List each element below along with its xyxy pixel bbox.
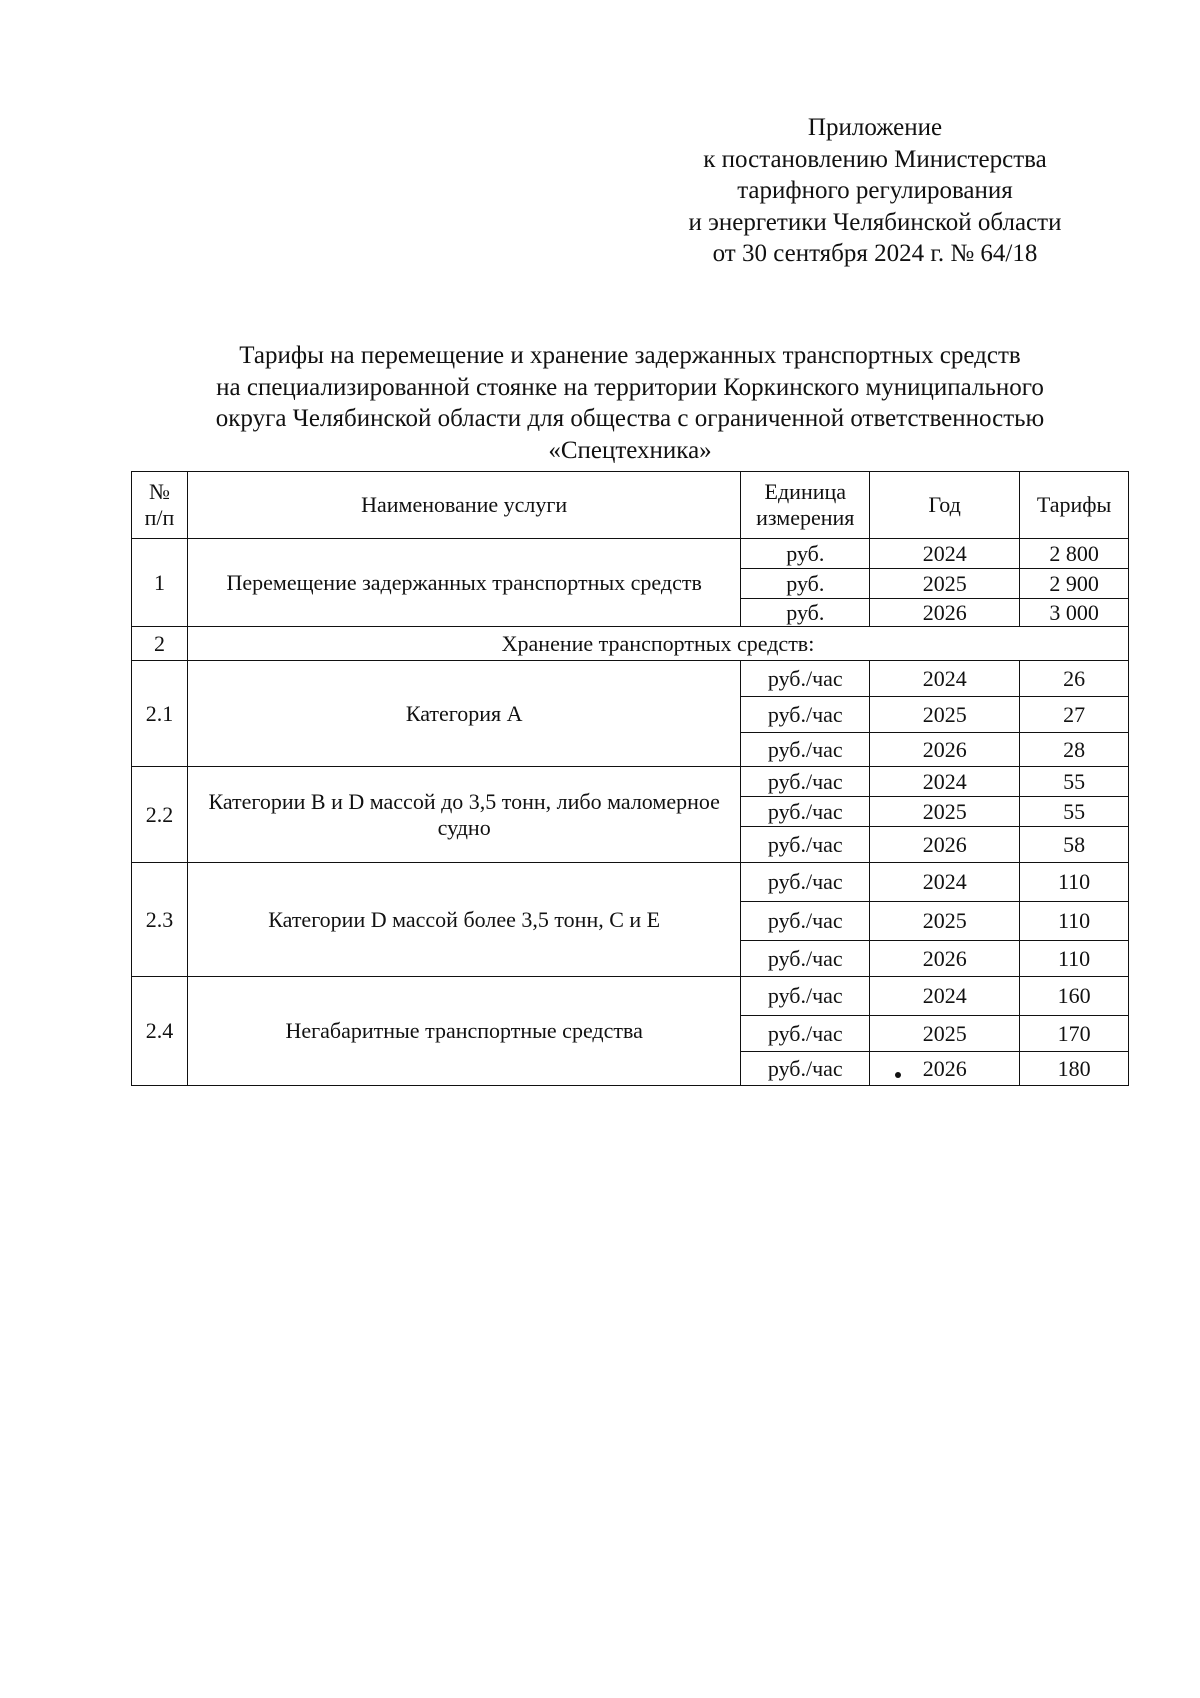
row-tariff: 27 bbox=[1020, 697, 1129, 733]
tariff-table bbox=[131, 471, 1129, 1086]
row-num: 2.4 bbox=[132, 977, 188, 1086]
table-row bbox=[132, 977, 1129, 1016]
row-num: 2 bbox=[132, 627, 188, 661]
row-service-name: Негабаритные транспортные средства bbox=[187, 977, 740, 1086]
row-year: 2026 bbox=[870, 733, 1020, 767]
row-service-name: Категории В и D массой до 3,5 тонн, либо маломерное судно bbox=[187, 767, 740, 863]
header-year: Год bbox=[870, 472, 1020, 539]
row-unit: руб./час bbox=[741, 863, 870, 902]
row-tariff: 180 bbox=[1020, 1052, 1129, 1086]
row-unit: руб./час bbox=[741, 1052, 870, 1086]
row-year: 2024 bbox=[870, 539, 1020, 569]
row-year: 2024 bbox=[870, 863, 1020, 902]
row-tariff: 110 bbox=[1020, 941, 1129, 977]
row-year: 2025 bbox=[870, 697, 1020, 733]
row-year: 2025 bbox=[870, 569, 1020, 599]
row-unit: руб./час bbox=[741, 1016, 870, 1052]
row-year: 2025 bbox=[870, 1016, 1020, 1052]
row-unit: руб. bbox=[741, 569, 870, 599]
header-unit-line1: Единица bbox=[764, 479, 847, 504]
row-unit: руб. bbox=[741, 539, 870, 569]
appendix-line: и энергетики Челябинской области bbox=[688, 208, 1062, 236]
row-year: 2026 bbox=[870, 599, 1020, 627]
title-line: «Спецтехника» bbox=[548, 436, 712, 464]
row-unit: руб./час bbox=[741, 733, 870, 767]
row-unit: руб./час bbox=[741, 767, 870, 797]
header-unit bbox=[741, 472, 870, 539]
row-unit: руб. bbox=[741, 599, 870, 627]
row-year: 2026 bbox=[870, 941, 1020, 977]
row-num: 1 bbox=[132, 539, 188, 627]
row-tariff: 3 000 bbox=[1020, 599, 1129, 627]
row-tariff: 28 bbox=[1020, 733, 1129, 767]
row-tariff: 55 bbox=[1020, 797, 1129, 827]
row-num: 2.3 bbox=[132, 863, 188, 977]
table-row bbox=[132, 863, 1129, 902]
appendix-block bbox=[640, 112, 1110, 270]
row-tariff: 160 bbox=[1020, 977, 1129, 1016]
row-tariff: 2 800 bbox=[1020, 539, 1129, 569]
title-line: на специализированной стоянке на территории Коркинского муниципального bbox=[216, 373, 1044, 401]
table-row bbox=[132, 539, 1129, 569]
appendix-line: Приложение bbox=[807, 114, 943, 141]
row-unit: руб./час bbox=[741, 941, 870, 977]
row-service-name: Хранение транспортных средств: bbox=[187, 627, 1128, 661]
table-row bbox=[132, 767, 1129, 797]
row-tariff: 2 900 bbox=[1020, 569, 1129, 599]
row-unit: руб./час bbox=[741, 827, 870, 863]
row-tariff: 58 bbox=[1020, 827, 1129, 863]
row-unit: руб./час bbox=[741, 902, 870, 941]
row-unit: руб./час bbox=[741, 661, 870, 697]
table-row bbox=[132, 627, 1129, 661]
row-tariff: 170 bbox=[1020, 1016, 1129, 1052]
row-service-name: Категории D массой более 3,5 тонн, С и Е bbox=[187, 863, 740, 977]
row-num: 2.2 bbox=[132, 767, 188, 863]
row-service-name: Категория А bbox=[187, 661, 740, 767]
appendix-line: тарифного регулирования bbox=[737, 177, 1013, 204]
row-tariff: 55 bbox=[1020, 767, 1129, 797]
row-unit: руб./час bbox=[741, 977, 870, 1016]
row-year: 2025 bbox=[870, 797, 1020, 827]
row-year: 2024 bbox=[870, 767, 1020, 797]
title-line: Тарифы на перемещение и хранение задержанных транспортных средств bbox=[239, 342, 1021, 369]
row-year: 2024 bbox=[870, 661, 1020, 697]
row-year: 2024 bbox=[870, 977, 1020, 1016]
title-line: округа Челябинской области для общества с ограниченной ответственностью bbox=[215, 405, 1045, 432]
header-num-line1: № bbox=[148, 479, 170, 504]
row-tariff: 110 bbox=[1020, 863, 1129, 902]
row-tariff: 26 bbox=[1020, 661, 1129, 697]
row-num: 2.1 bbox=[132, 661, 188, 767]
row-year: 2026 bbox=[870, 1052, 1020, 1086]
header-num-line2: п/п bbox=[144, 505, 175, 530]
table-row bbox=[132, 661, 1129, 697]
appendix-line: к постановлению Министерства bbox=[703, 145, 1047, 173]
row-year: 2026 bbox=[870, 827, 1020, 863]
header-tariff: Тарифы bbox=[1020, 472, 1129, 539]
row-unit: руб./час bbox=[741, 797, 870, 827]
row-service-name: Перемещение задержанных транспортных средств bbox=[187, 539, 740, 627]
row-tariff: 110 bbox=[1020, 902, 1129, 941]
header-num bbox=[132, 472, 188, 539]
row-year: 2025 bbox=[870, 902, 1020, 941]
appendix-line: от 30 сентября 2024 г. № 64/18 bbox=[712, 240, 1038, 267]
table-header-row bbox=[132, 472, 1129, 539]
document-title bbox=[100, 340, 1160, 466]
header-name: Наименование услуги bbox=[187, 472, 740, 539]
header-unit-line2: измерения bbox=[756, 505, 855, 530]
row-unit: руб./час bbox=[741, 697, 870, 733]
scan-speck bbox=[895, 1072, 901, 1078]
